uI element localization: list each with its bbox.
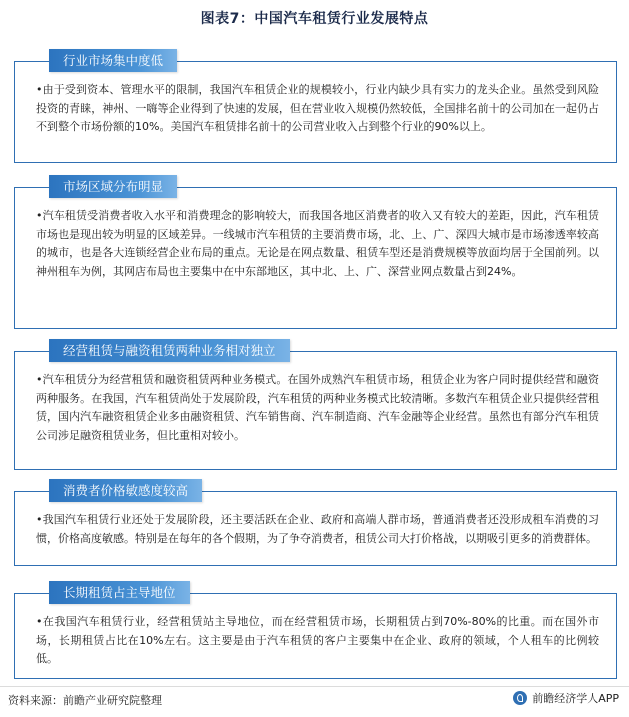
section-header: 行业市场集中度低 (49, 49, 177, 72)
footer-divider (0, 686, 629, 687)
section-text: • 汽车租赁分为经营租赁和融资租赁两种业务模式。在国外成熟汽车租赁市场，租赁企业为客户同时提供经营和融资两种服务。在我国，汽车租赁尚处于发展阶段，汽车租赁的两种业务模式比较清晰。多数汽车租赁企业只提供经营租赁，国内汽车融资租赁企业多由融资租赁、汽车销售商、汽车制造商、汽车金融等企业经营。虽然也有部分汽车租赁公司涉足融资租赁业务，但比重相对较小。 (36, 371, 599, 445)
brand-name: 前瞻经济学人APP (532, 692, 619, 705)
section-market-concentration (14, 44, 617, 162)
section-text: • 我国汽车租赁行业还处于发展阶段，还主要活跃在企业、政府和高端人群市场，普通消费者还没形成租车消费的习惯，价格高度敏感。特别是在每年的各个假期，为了争夺消费者，租赁公司大打价格战，以期吸引更多的消费群体。 (36, 511, 599, 548)
section-header: 经营租赁与融资租赁两种业务相对独立 (49, 339, 290, 362)
section-text: • 由于受到资本、管理水平的限制，我国汽车租赁企业的规模较小，行业内缺少具有实力的龙头企业。虽然受到风险投资的青睐，神州、一嗨等企业得到了快速的发展，但在营业收入规模仍然较低，全国排名前十的公司加在一起仍占不到整个市场份额的10%。美国汽车租赁排名前十的公司营业收入占到整个行业的90%以上。 (36, 81, 599, 137)
page-title: 图表7：中国汽车租赁行业发展特点 (200, 11, 429, 27)
section-leasing-models (14, 334, 617, 468)
section-text: • 汽车租赁受消费者收入水平和消费理念的影响较大，而我国各地区消费者的收入又有较大的差距，因此，汽车租赁市场也是现出较为明显的区域差异。一线城市汽车租赁的主要消费市场，北、上、广、深四大城市是市场渗透率较高的城市，也是各大连锁经营企业布局的重点。无论是在网点数量、租赁车型还是消费规模等放面均居于全国前列。以神州租车为例，其网店布局也主要集中在中东部地区，其中北、上、广、深营业网点数量占到24%。 (36, 207, 599, 281)
section-long-term-leasing (14, 576, 617, 678)
section-price-sensitivity (14, 474, 617, 564)
brand-logo-icon (513, 691, 527, 705)
section-header: 市场区域分布明显 (49, 175, 177, 198)
section-header: 消费者价格敏感度较高 (49, 479, 202, 502)
source-note: 资料来源：前瞻产业研究院整理 (8, 694, 162, 707)
section-text: • 在我国汽车租赁行业，经营租赁站主导地位，而在经营租赁市场，长期租赁占到70%-80%的比重。而在国外市场，长期租赁占比在10%左右。这主要是由于汽车租赁的客户主要集中在企业、政府的领域，个人租车的比例较低。 (36, 613, 599, 669)
section-header: 长期租赁占主导地位 (49, 581, 190, 604)
section-regional-distribution (14, 170, 617, 328)
brand-label (513, 690, 619, 706)
